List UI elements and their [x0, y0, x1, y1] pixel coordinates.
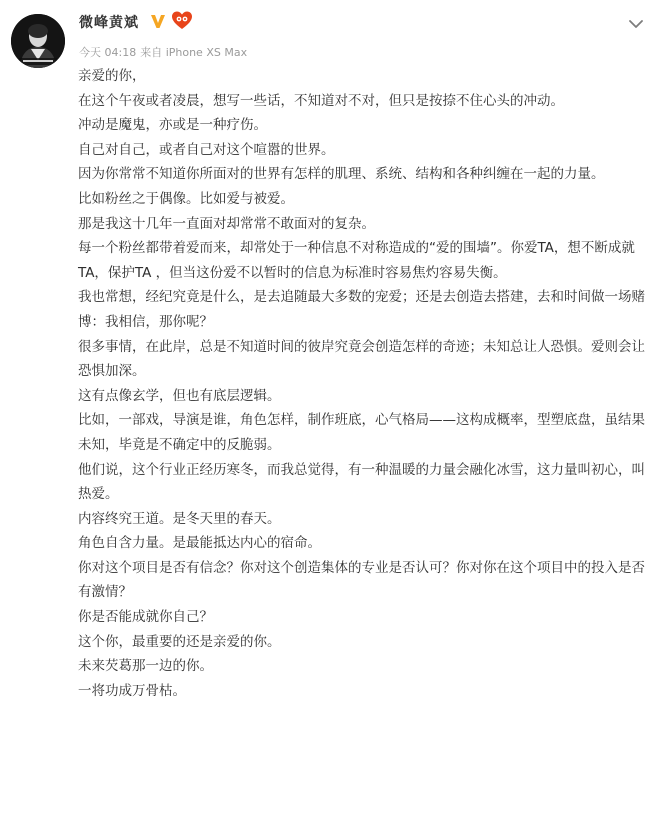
weibo-member-icon[interactable] [171, 10, 193, 30]
post-paragraph: 很多事情，在此岸，总是不知道时间的彼岸究竟会创造怎样的奇迹；未知总让人恐惧。爱则会让恐惧加深。 [78, 338, 645, 380]
post-paragraph: 那是我这十几年一直面对却常常不敢面对的复杂。 [78, 215, 375, 232]
avatar[interactable] [11, 14, 65, 68]
post-meta [79, 44, 247, 60]
post-paragraph: 他们说，这个行业正经历寒冬，而我总觉得，有一种温暖的力量会融化冰雪，这力量叫初心，叫热爱。 [78, 461, 645, 503]
post-paragraph: 角色自含力量。是最能抵达内心的宿命。 [78, 535, 321, 552]
post-source: 来自 iPhone XS Max [140, 46, 248, 59]
post-paragraph: 你对这个项目是否有信念？你对这个创造集体的专业是否认可？你对你在这个项目中的投入是否有激情？ [78, 559, 645, 601]
post-paragraph: 冲动是魔鬼，亦或是一种疗伤。 [78, 117, 267, 134]
verified-v-icon[interactable] [149, 12, 167, 30]
post-paragraph: 内容终究王道。是冬天里的春天。 [78, 510, 281, 527]
post-time[interactable]: 今天 04:18 [79, 46, 137, 59]
chevron-down-icon[interactable] [628, 15, 644, 27]
post-body [78, 64, 646, 703]
post-paragraph: 未来芡葛那一边的你。 [78, 658, 213, 675]
post-paragraph: 自己对自己，或者自己对这个喧嚣的世界。 [78, 141, 335, 158]
post-paragraph: 因为你常常不知道你所面对的世界有怎样的肌理、系统、结构和各种纠缠在一起的力量。 [78, 166, 605, 183]
post-paragraph: 比如，一部戏，导演是谁，角色怎样，制作班底，心气格局——这构成概率，型塑底盘，虽结果未知，毕竟是不确定中的反脆弱。 [78, 412, 645, 453]
user-name[interactable]: 微峰黄斌 [79, 15, 139, 31]
post-paragraph: 这个你，最重要的还是亲爱的你。 [78, 633, 281, 650]
post-paragraph: 每一个粉丝都带着爱而来，却常处于一种信息不对称造成的“爱的围墙”。你爱TA，想不断成就TA，保护TA ，但当这份爱不以暂时的信息为标准时容易焦灼容易失衡。 [78, 240, 635, 281]
post-paragraph: 在这个午夜或者凌晨，想写一些话，不知道对不对，但只是按捺不住心头的冲动。 [78, 92, 564, 109]
post-paragraph: 你是否能成就你自己？ [78, 609, 213, 626]
person-portrait-icon [11, 14, 65, 68]
post-paragraph: 这有点像玄学，但也有底层逻辑。 [78, 387, 281, 404]
post-paragraph: 我也常想，经纪究竟是什么，是去追随最大多数的宠爱；还是去创造去搭建，去和时间做一场赌博：我相信，那你呢？ [78, 289, 645, 330]
post-paragraph: 比如粉丝之于偶像。比如爱与被爱。 [78, 190, 294, 207]
post-paragraph: 亲爱的你， [78, 68, 146, 84]
post-paragraph: 一将功成万骨枯。 [78, 682, 186, 699]
